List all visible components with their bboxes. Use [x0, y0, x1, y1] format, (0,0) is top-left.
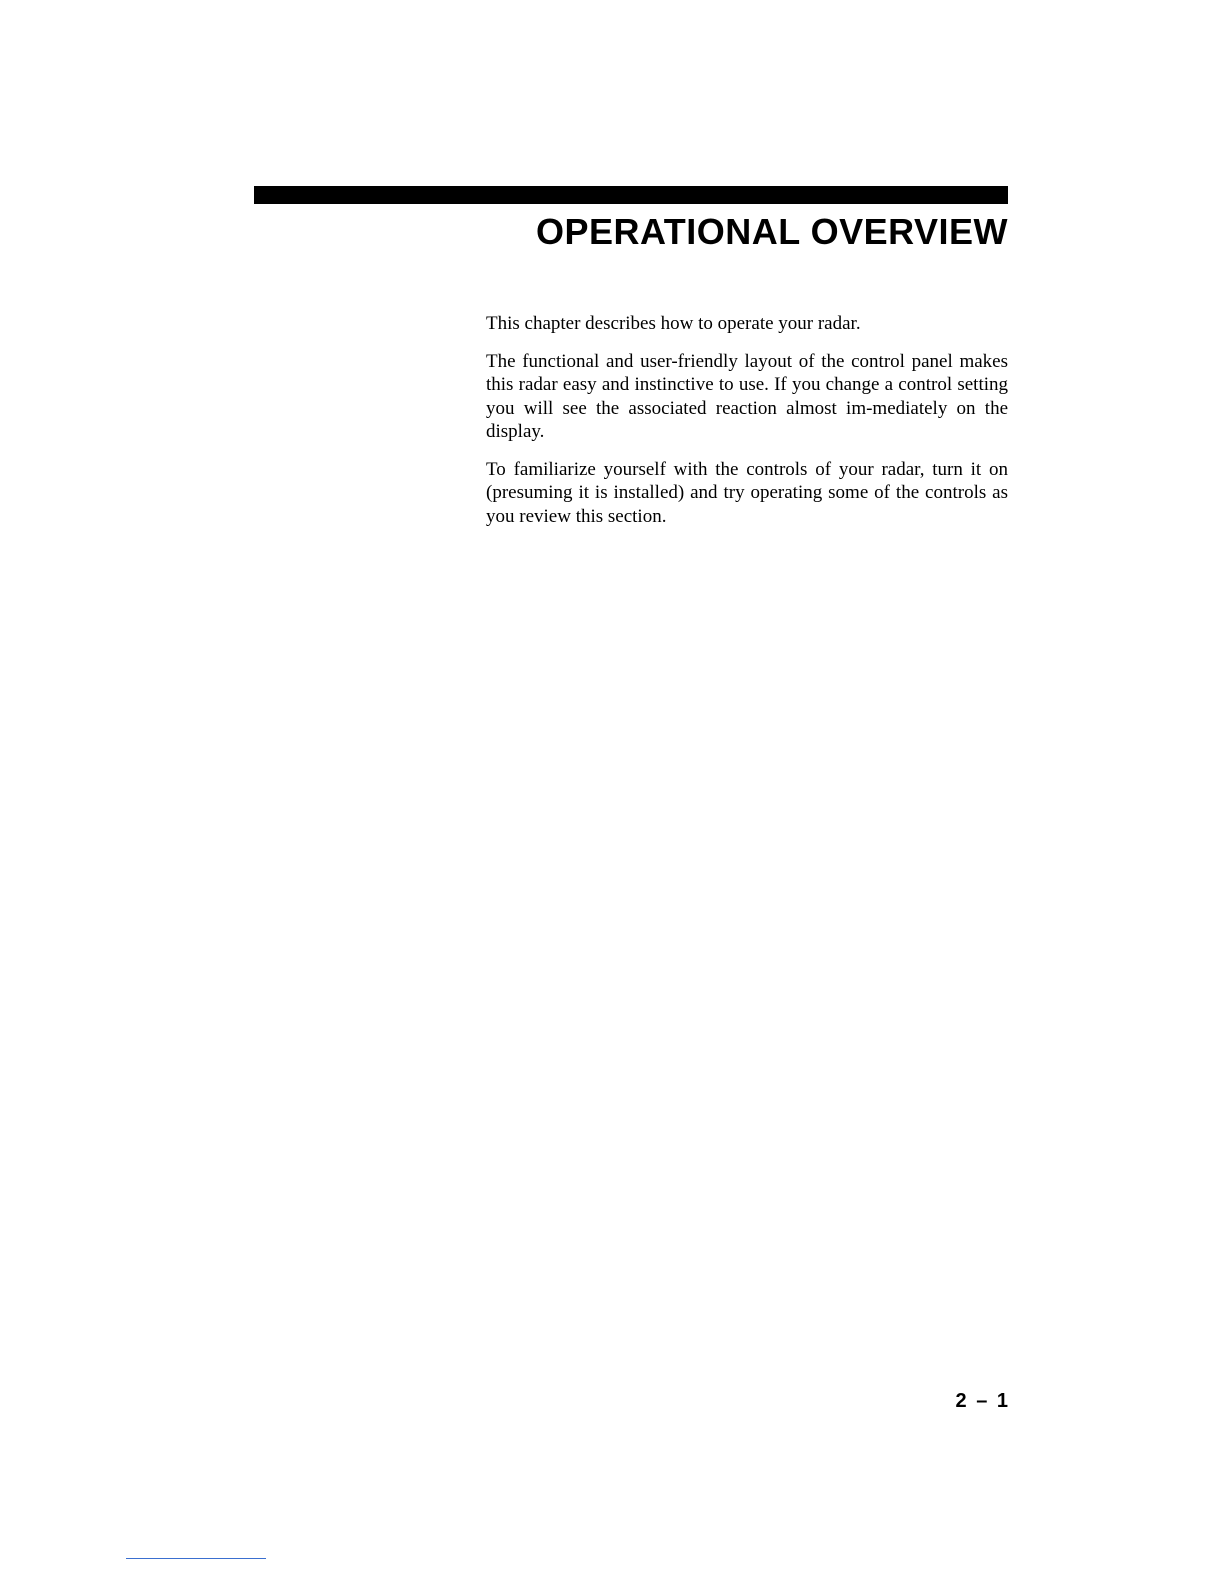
footer-divider — [126, 1558, 266, 1559]
body-paragraph-familiarize: To familiarize yourself with the controls of your radar, turn it on (presuming it is installed) and try operating some of the controls as you review this section. — [486, 458, 1008, 527]
chapter-title: OPERATIONAL OVERVIEW — [535, 211, 1008, 252]
chapter-body — [486, 312, 1008, 542]
body-paragraph-intro: This chapter describes how to operate your radar. — [486, 313, 861, 334]
body-paragraph-layout: The functional and user-friendly layout of the control panel makes this radar easy and instinctive to use. If you change a control setting you will see the associated reaction almost im-mediately on the display. — [486, 350, 1008, 442]
page-number: 2 – 1 — [955, 1390, 1010, 1412]
chapter-title-bar — [254, 186, 1008, 204]
